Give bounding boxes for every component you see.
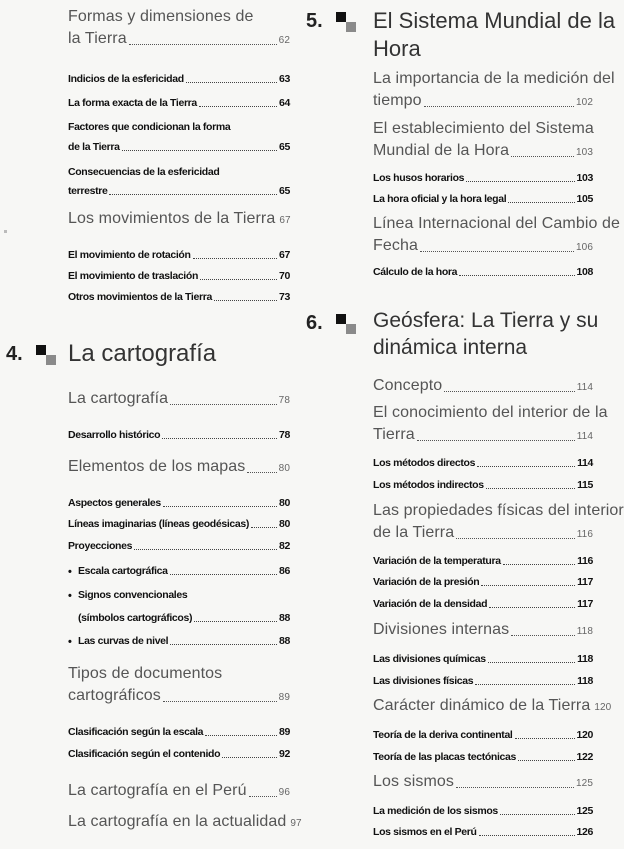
leader-dots xyxy=(170,573,277,575)
toc-subentry[interactable] xyxy=(373,805,593,817)
toc-entry-label: El movimiento de rotación xyxy=(68,249,191,261)
toc-subentry[interactable] xyxy=(373,457,593,469)
toc-page-number: 63 xyxy=(279,73,290,85)
toc-subentry-line1[interactable]: Consecuencias de la esfericidad xyxy=(68,166,220,178)
toc-page-number: 67 xyxy=(279,215,291,226)
toc-subentry-line1[interactable]: Signos convencionales xyxy=(78,589,188,601)
toc-page-number: 88 xyxy=(279,635,290,647)
toc-subentry-line1[interactable]: Factores que condicionan la forma xyxy=(68,121,231,133)
toc-entry-label: Los métodos directos xyxy=(373,457,476,469)
toc-entry-label: Variación de la densidad xyxy=(373,598,488,610)
leader-dots xyxy=(518,759,574,761)
toc-subentry[interactable] xyxy=(78,612,290,624)
toc-page-number: 117 xyxy=(577,598,593,610)
leader-dots xyxy=(214,299,277,301)
toc-entry-label: La cartografía en la actualidad xyxy=(68,813,287,830)
toc-page-number: 80 xyxy=(279,497,290,509)
leader-dots xyxy=(163,700,277,702)
leader-dots xyxy=(109,193,277,195)
toc-page-number: 67 xyxy=(279,249,290,261)
leader-dots xyxy=(193,257,277,259)
toc-section-entry[interactable] xyxy=(373,621,593,639)
toc-subentry[interactable] xyxy=(373,172,593,184)
leader-dots xyxy=(200,278,277,280)
toc-page-number: 103 xyxy=(576,147,593,158)
chapter-number: 6. xyxy=(306,312,323,334)
toc-entry-label: Elementos de los mapas xyxy=(68,458,246,475)
toc-page-number: 78 xyxy=(278,395,290,406)
toc-subentry[interactable] xyxy=(68,185,290,197)
toc-subentry[interactable] xyxy=(373,729,593,741)
toc-entry-label: Los movimientos de la Tierra xyxy=(68,210,276,227)
toc-entry-label: de la Tierra xyxy=(373,524,455,541)
toc-subentry[interactable] xyxy=(373,653,593,665)
toc-section-entry[interactable] xyxy=(373,524,593,542)
toc-page-number: 118 xyxy=(577,675,593,687)
toc-entry-label: Desarrollo histórico xyxy=(68,429,161,441)
toc-subentry[interactable] xyxy=(68,748,290,760)
toc-entry-label: Otros movimientos de la Tierra xyxy=(68,291,212,303)
leader-dots xyxy=(500,813,575,815)
toc-page-number: 65 xyxy=(279,141,290,153)
toc-section-entry[interactable] xyxy=(68,30,290,48)
toc-page-number: 65 xyxy=(279,185,290,197)
toc-entry-label: Las curvas de nivel xyxy=(78,635,169,647)
toc-section-title-line1[interactable]: El establecimiento del Sistema xyxy=(373,120,594,137)
toc-page-number: 125 xyxy=(576,805,593,817)
toc-entry-label: Clasificación según la escala xyxy=(68,726,204,738)
toc-page-number: 80 xyxy=(279,518,290,530)
toc-page-number: 118 xyxy=(576,626,593,637)
toc-page-number: 62 xyxy=(278,35,290,46)
toc-page-number: 96 xyxy=(278,787,290,798)
toc-subentry[interactable] xyxy=(373,598,593,610)
toc-page-number: 115 xyxy=(577,479,593,491)
leader-dots xyxy=(162,437,277,439)
toc-page-number: 82 xyxy=(279,540,290,552)
toc-entry-label: La cartografía xyxy=(68,390,169,407)
toc-page-number: 88 xyxy=(279,612,290,624)
leader-dots xyxy=(479,834,575,836)
toc-subentry[interactable] xyxy=(68,429,290,441)
chapter-title[interactable]: La cartografía xyxy=(68,340,217,367)
toc-section-entry[interactable] xyxy=(373,773,593,791)
leader-dots xyxy=(163,505,277,507)
toc-entry-label: Proyecciones xyxy=(68,540,133,552)
toc-page-number: 97 xyxy=(290,818,302,829)
toc-entry-label: (símbolos cartográficos) xyxy=(78,612,193,624)
chapter-title-line1[interactable]: El Sistema Mundial de la xyxy=(373,8,616,33)
toc-page-number: 103 xyxy=(576,172,593,184)
toc-section-entry[interactable] xyxy=(373,426,593,444)
toc-page-number: 114 xyxy=(577,457,593,469)
toc-section-title-line1[interactable]: Línea Internacional del Cambio de xyxy=(373,215,621,232)
leader-dots xyxy=(249,795,277,797)
leader-dots xyxy=(488,661,575,663)
toc-entry-label: Las divisiones químicas xyxy=(373,653,486,665)
toc-page-number: 108 xyxy=(576,266,593,278)
toc-section-title-line1[interactable]: El conocimiento del interior de la xyxy=(373,404,608,421)
toc-page-number: 89 xyxy=(279,726,290,738)
toc-subentry[interactable] xyxy=(68,726,290,738)
toc-entry-label: Líneas imaginarias (líneas geodésicas) xyxy=(68,518,250,530)
leader-dots xyxy=(466,180,574,182)
leader-dots xyxy=(481,584,575,586)
chapter-square-icon xyxy=(336,314,356,334)
leader-dots xyxy=(511,155,574,157)
toc-section-entry[interactable] xyxy=(68,782,290,800)
leader-dots xyxy=(475,683,575,685)
toc-entry-label: Los husos horarios xyxy=(373,172,465,184)
toc-entry-label: Teoría de las placas tectónicas xyxy=(373,751,517,763)
bullet-icon: • xyxy=(68,566,72,578)
toc-entry-label: Tierra xyxy=(373,426,415,443)
toc-page-number: 89 xyxy=(278,692,290,703)
leader-dots xyxy=(456,537,575,539)
toc-page-number: 120 xyxy=(576,729,593,741)
toc-subentry[interactable] xyxy=(68,141,290,153)
toc-page-number: 86 xyxy=(279,565,290,577)
toc-entry-label: Fecha xyxy=(373,237,418,254)
toc-entry-label: Variación de la presión xyxy=(373,576,480,588)
toc-entry-label: la Tierra xyxy=(68,30,127,47)
toc-entry-label: Escala cartográfica xyxy=(78,565,168,577)
toc-subentry[interactable] xyxy=(68,518,290,530)
toc-page-number: 126 xyxy=(576,826,593,838)
toc-section-entry[interactable] xyxy=(373,237,593,255)
toc-entry-label: terrestre xyxy=(68,185,108,197)
bullet-icon: • xyxy=(68,636,72,648)
toc-page-number: 73 xyxy=(279,291,290,303)
leader-dots xyxy=(134,548,277,550)
leader-dots xyxy=(170,643,277,645)
toc-subentry[interactable] xyxy=(373,751,593,763)
leader-dots xyxy=(459,274,574,276)
toc-subentry[interactable] xyxy=(78,635,290,647)
toc-subentry[interactable] xyxy=(68,270,290,282)
leader-dots xyxy=(205,734,277,736)
toc-subentry[interactable] xyxy=(373,675,593,687)
toc-entry-label: Aspectos generales xyxy=(68,497,161,509)
leader-dots xyxy=(508,201,574,203)
toc-page-number: 116 xyxy=(576,529,593,540)
toc-section-title-line1[interactable]: Formas y dimensiones de xyxy=(68,8,254,25)
toc-page-number: 120 xyxy=(594,702,612,713)
toc-page-number: 117 xyxy=(577,576,593,588)
leader-dots xyxy=(170,403,277,405)
toc-page-number: 70 xyxy=(279,270,290,282)
bullet-icon: • xyxy=(68,590,72,602)
toc-section-entry[interactable] xyxy=(68,687,290,705)
toc-section-entry[interactable] xyxy=(373,92,593,110)
toc-entry-label: Carácter dinámico de la Tierra xyxy=(373,697,591,714)
leader-dots xyxy=(486,487,575,489)
toc-section-entry[interactable] xyxy=(68,210,290,228)
leader-dots xyxy=(122,149,277,151)
toc-page-number: 64 xyxy=(279,97,290,109)
toc-subentry[interactable] xyxy=(373,479,593,491)
leader-dots xyxy=(503,563,575,565)
toc-page-number: 105 xyxy=(576,193,593,205)
chapter-square-icon xyxy=(36,345,56,365)
leader-dots xyxy=(194,620,277,622)
toc-subentry[interactable] xyxy=(68,97,290,109)
toc-section-title-line1[interactable]: Las propiedades físicas del interior xyxy=(373,502,624,519)
toc-entry-label: de la Tierra xyxy=(68,141,120,153)
toc-entry-label: El movimiento de traslación xyxy=(68,270,199,282)
toc-page-number: 92 xyxy=(279,748,290,760)
toc-page-number: 102 xyxy=(576,97,593,108)
toc-subentry[interactable] xyxy=(373,576,593,588)
toc-entry-label: La forma exacta de la Tierra xyxy=(68,97,197,109)
toc-page-number: 118 xyxy=(577,653,593,665)
toc-subentry[interactable] xyxy=(373,555,593,567)
toc-entry-label: tiempo xyxy=(373,92,422,109)
leader-dots xyxy=(424,105,574,107)
leader-dots xyxy=(489,606,575,608)
toc-entry-label: Variación de la temperatura xyxy=(373,555,501,567)
leader-dots xyxy=(222,756,277,758)
leader-dots xyxy=(247,471,276,473)
leader-dots xyxy=(444,390,574,392)
toc-entry-label: Concepto xyxy=(373,377,443,394)
toc-entry-label: Los sismos en el Perú xyxy=(373,826,477,838)
chapter-square-icon xyxy=(336,12,356,32)
toc-section-entry[interactable] xyxy=(68,458,290,476)
toc-subentry[interactable] xyxy=(373,826,593,838)
toc-page-number: 78 xyxy=(279,429,290,441)
toc-entry-label: Teoría de la deriva continental xyxy=(373,729,513,741)
leader-dots xyxy=(417,439,575,441)
leader-dots xyxy=(511,634,575,636)
toc-entry-label: Divisiones internas xyxy=(373,621,510,638)
toc-page-number: 80 xyxy=(278,463,290,474)
toc-section-entry[interactable] xyxy=(373,142,593,160)
toc-subentry[interactable] xyxy=(373,266,593,278)
toc-page-number: 116 xyxy=(577,555,593,567)
leader-dots xyxy=(456,786,574,788)
leader-dots xyxy=(199,105,277,107)
toc-entry-label: Los sismos xyxy=(373,773,455,790)
leader-dots xyxy=(515,737,575,739)
toc-subentry[interactable] xyxy=(68,291,290,303)
toc-entry-label: cartográficos xyxy=(68,687,161,704)
chapter-title-line2[interactable]: dinámica interna xyxy=(373,336,528,359)
leader-dots xyxy=(420,250,574,252)
leader-dots xyxy=(477,465,575,467)
chapter-title-line1[interactable]: Geósfera: La Tierra y su xyxy=(373,309,599,332)
chapter-title-line2[interactable]: Hora xyxy=(373,36,421,61)
toc-entry-label: Clasificación según el contenido xyxy=(68,748,221,760)
chapter-number: 5. xyxy=(306,10,323,32)
toc-page-number: 122 xyxy=(576,751,593,763)
toc-entry-label: Las divisiones físicas xyxy=(373,675,474,687)
toc-page-number: 125 xyxy=(576,778,593,789)
toc-page-number: 114 xyxy=(576,431,593,442)
leader-dots xyxy=(186,81,277,83)
toc-subentry[interactable] xyxy=(373,193,593,205)
leader-dots xyxy=(129,43,277,45)
toc-section-entry[interactable] xyxy=(68,813,302,831)
toc-entry-label: Indicios de la esfericidad xyxy=(68,73,184,85)
toc-page-number: 106 xyxy=(576,242,593,253)
toc-entry-label: La medición de los sismos xyxy=(373,805,498,817)
toc-section-entry[interactable] xyxy=(68,390,290,408)
toc-section-title-line1[interactable]: La importancia de la medición del xyxy=(373,70,615,87)
toc-entry-label: Mundial de la Hora xyxy=(373,142,510,159)
toc-entry-label: Cálculo de la hora xyxy=(373,266,458,278)
toc-subentry[interactable] xyxy=(68,540,290,552)
chapter-number: 4. xyxy=(6,343,23,365)
toc-subentry[interactable] xyxy=(68,73,290,85)
toc-page-number: 114 xyxy=(576,382,593,393)
toc-entry-label: La hora oficial y la hora legal xyxy=(373,193,507,205)
toc-subentry[interactable] xyxy=(68,497,290,509)
toc-subentry[interactable] xyxy=(78,565,290,577)
toc-subentry[interactable] xyxy=(68,249,290,261)
leader-dots xyxy=(251,526,277,528)
toc-section-entry[interactable] xyxy=(373,697,612,715)
toc-section-title-line1[interactable]: Tipos de documentos xyxy=(68,665,223,682)
toc-entry-label: La cartografía en el Perú xyxy=(68,782,247,799)
toc-section-entry[interactable] xyxy=(373,377,593,395)
scan-speck xyxy=(4,230,7,233)
toc-entry-label: Los métodos indirectos xyxy=(373,479,484,491)
